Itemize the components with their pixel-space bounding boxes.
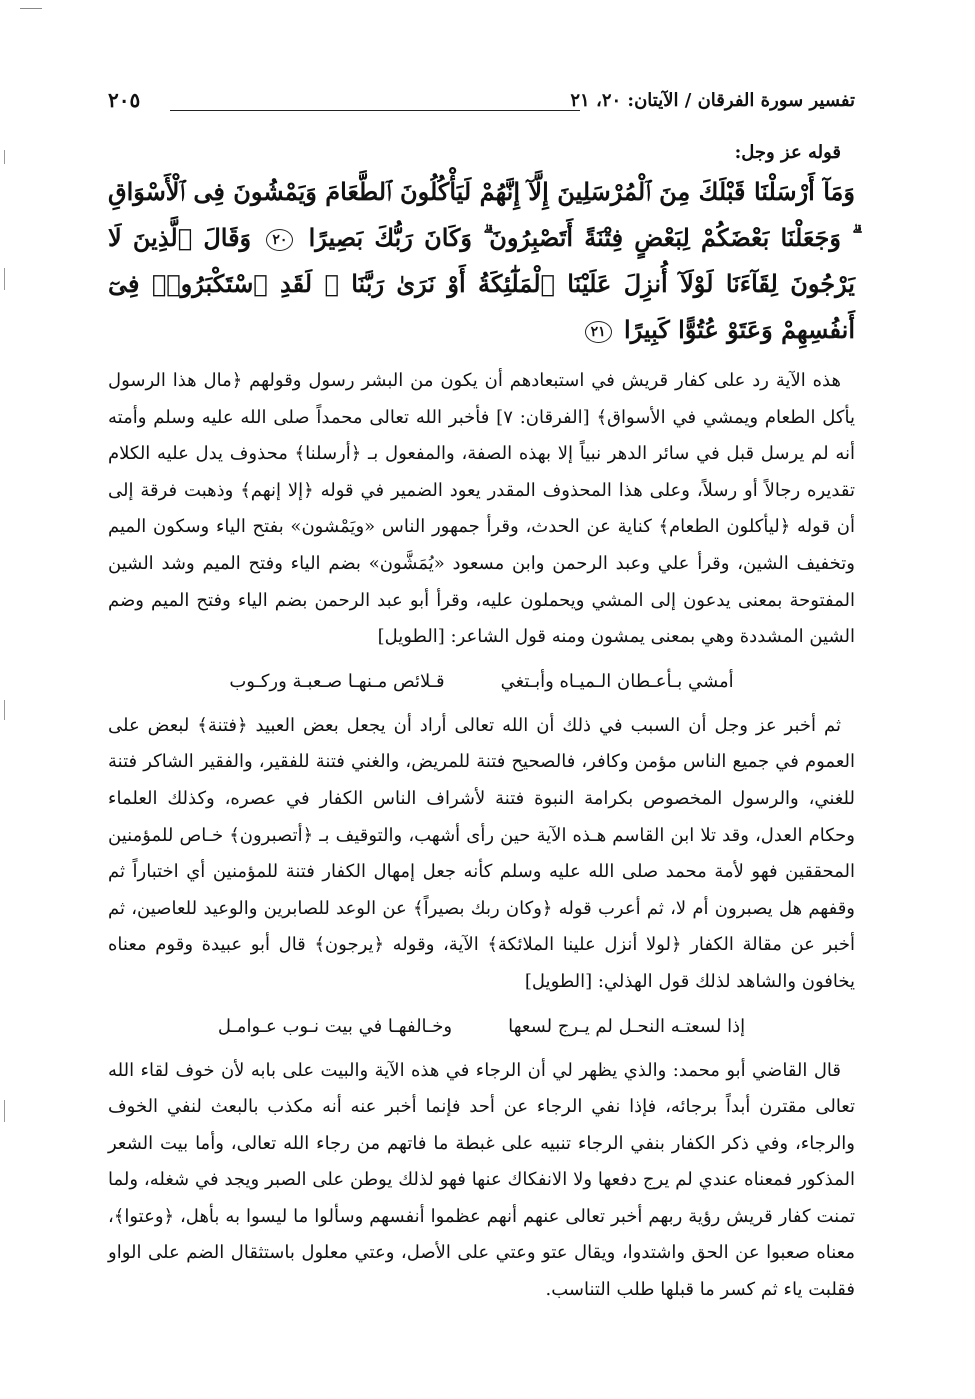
page-header [108, 90, 855, 120]
page-number: ٢٠٥ [108, 88, 141, 112]
poem-1-second-hemistich: قـلائص مـنهـا صـعبـة وركـوب [229, 670, 445, 692]
page-content [108, 142, 855, 1309]
poem-2-second-hemistich: وخـالفهـا في بيت نـوب عـوامـل [217, 1015, 453, 1037]
edge-tick [4, 268, 5, 290]
quran-verse [108, 169, 855, 353]
commentary-paragraph-2: ثم أخبر عز وجل أن السبب في ذلك أن الله تعالى أراد أن يجعل بعض العبيد ﴿فتنة﴾ لبعض على العموم في جميع الناس مؤمن وكافر، فالصحيح فتنة للمريض، والغني فتنة للفقير، والفقير الشاكر فتنة للغني، والرسول المخصوص بكرامة النبوة فتنة لأشراف الناس الكفار في عصره، وكذلك العلماء وحكام العدل، وقد تلا ابن القاسم هـذه الآية حين رأى أشهب، والتوقيف بـ ﴿أتصبرون﴾ خـاص للمؤمنين المحققين فهو لأمة محمد صلى الله عليه وسلم كأنه جعل إمهال الكفار فتنة للمؤمنين أي اختباراً ثم وقفهم هل يصبرون أم لا، ثم أعرب قوله ﴿وكان ربك بصيراً﴾ عن الوعد للصابرين والوعيد للعاصين، ثم أخبر عن مقالة الكفار ﴿لولا أنزل علينا الملائكة﴾ الآية، وقوله ﴿يرجون﴾ قال أبو عبيدة وقوم معناه يخافون والشاهد لذلك قول الهذلي: [الطويل] [108, 714, 855, 992]
corner-mark [20, 8, 42, 9]
poem-verse-2 [108, 1009, 855, 1045]
poem-1-first-hemistich: أمشي بـأعـطان الـميـاه وأبـتغي [500, 670, 734, 692]
edge-tick [4, 150, 5, 164]
poem-verse-1 [108, 664, 855, 700]
edge-tick [4, 1100, 5, 1122]
edge-tick [4, 700, 5, 720]
commentary-paragraph-1: هذه الآية رد على كفار قريش في استبعادهم أن يكون من البشر رسول وقولهم ﴿مال هذا الرسول يأكل الطعام ويمشي في الأسواق﴾ [الفرقان: ٧] فأخبر الله تعالى محمداً صلى الله عليه وسلم وأمته أنه لم يرسل قبل في سائر الدهر نبياً إلا بهذه الصفة، والمفعول بـ ﴿أرسلنا﴾ محذوف يدل عليه الكلام تقديره رجالاً أو رسلاً، وعلى هذا المحذوف المقدر يعود الضمير في قوله ﴿إلا إنهم﴾ وذهبت فرقة إلى أن قوله ﴿ليأكلون الطعام﴾ كناية عن الحدث، وقرأ جمهور الناس «ويَمْشون» بفتح الياء وسكون الميم وتخفيف الشين، وقرأ علي وعبد الرحمن وابن مسعود «يُمَشَّون» بضم الياء وفتح الميم وشد الشين المفتوحة بمعنى يدعون إلى المشي ويحملون عليه، وقرأ أبو عبد الرحمن بضم الياء وفتح الميم وضم الشين المشددة وهي بمعنى يمشون ومنه قول الشاعر: [الطويل] [108, 370, 856, 648]
poem-2-first-hemistich: إذا لسعتـه النحـل لم يـرج لسعها [508, 1015, 746, 1037]
ayah-20-number: ٢٠ [266, 229, 293, 251]
verse-intro: قوله عز وجل: [734, 142, 841, 163]
ayah-21-text: وَقَالَ ٱلَّذِينَ لَا يَرْجُونَ لِقَآءَنَا لَوْلَآ أُنزِلَ عَلَيْنَا ٱلْمَلَٰٓئِكَةُ أَوْ نَرَىٰ رَبَّنَا ۗ لَقَدِ ٱسْتَكْبَرُوا۟ فِىٓ أَنفُسِهِمْ وَعَتَوْ عُتُوًّا كَبِيرًا [108, 223, 855, 344]
ayah-21-number: ٢١ [585, 321, 612, 343]
header-title: تفسير سورة الفرقان / الآيتان: ٢٠، ٢١ [570, 90, 855, 111]
header-rule [170, 110, 580, 111]
commentary-paragraph-3: قال القاضي أبو محمد: والذي يظهر لي أن الرجاء في هذه الآية والبيت على بابه لأن خوف لقاء الله تعالى مقترن أبداً برجائه، فإذا نفي الرجاء عن أحد فإنما أخبر عنه أنه مكذب بالبعث لنفي الخوف والرجاء، وفي ذكر الكفار بنفي الرجاء تنبيه على غبطة ما فاتهم من رجاء الله تعالى، وأما بيت الشعر المذكور فمعناه عندي لم يرج دفعها ولا الانفكاك عنها فهو لذلك يوطن على الصبر ويجد في شغله، ولما تمنت كفار قريش رؤية ربهم أخبر تعالى عنهم أنهم عظموا أنفسهم وسألوا ما ليسوا به بأهل، ﴿وعتوا﴾، معناه صعبوا عن الحق واشتدوا، ويقال عتو وعتي على الأصل، وعتي معلول باستثقال الضم على الواو فقلبت ياء ثم كسر ما قبلها طلب التناسب. [108, 1059, 855, 1301]
ayah-20-text: وَمَآ أَرْسَلْنَا قَبْلَكَ مِنَ ٱلْمُرْسَلِينَ إِلَّآ إِنَّهُمْ لَيَأْكُلُونَ ٱلطَّعَامَ وَيَمْشُونَ فِى ٱلْأَسْوَاقِ ۗ وَجَعَلْنَا بَعْضَكُمْ لِبَعْضٍ فِتْنَةً أَتَصْبِرُونَ ۗ وَكَانَ رَبُّكَ بَصِيرًا [108, 177, 855, 252]
